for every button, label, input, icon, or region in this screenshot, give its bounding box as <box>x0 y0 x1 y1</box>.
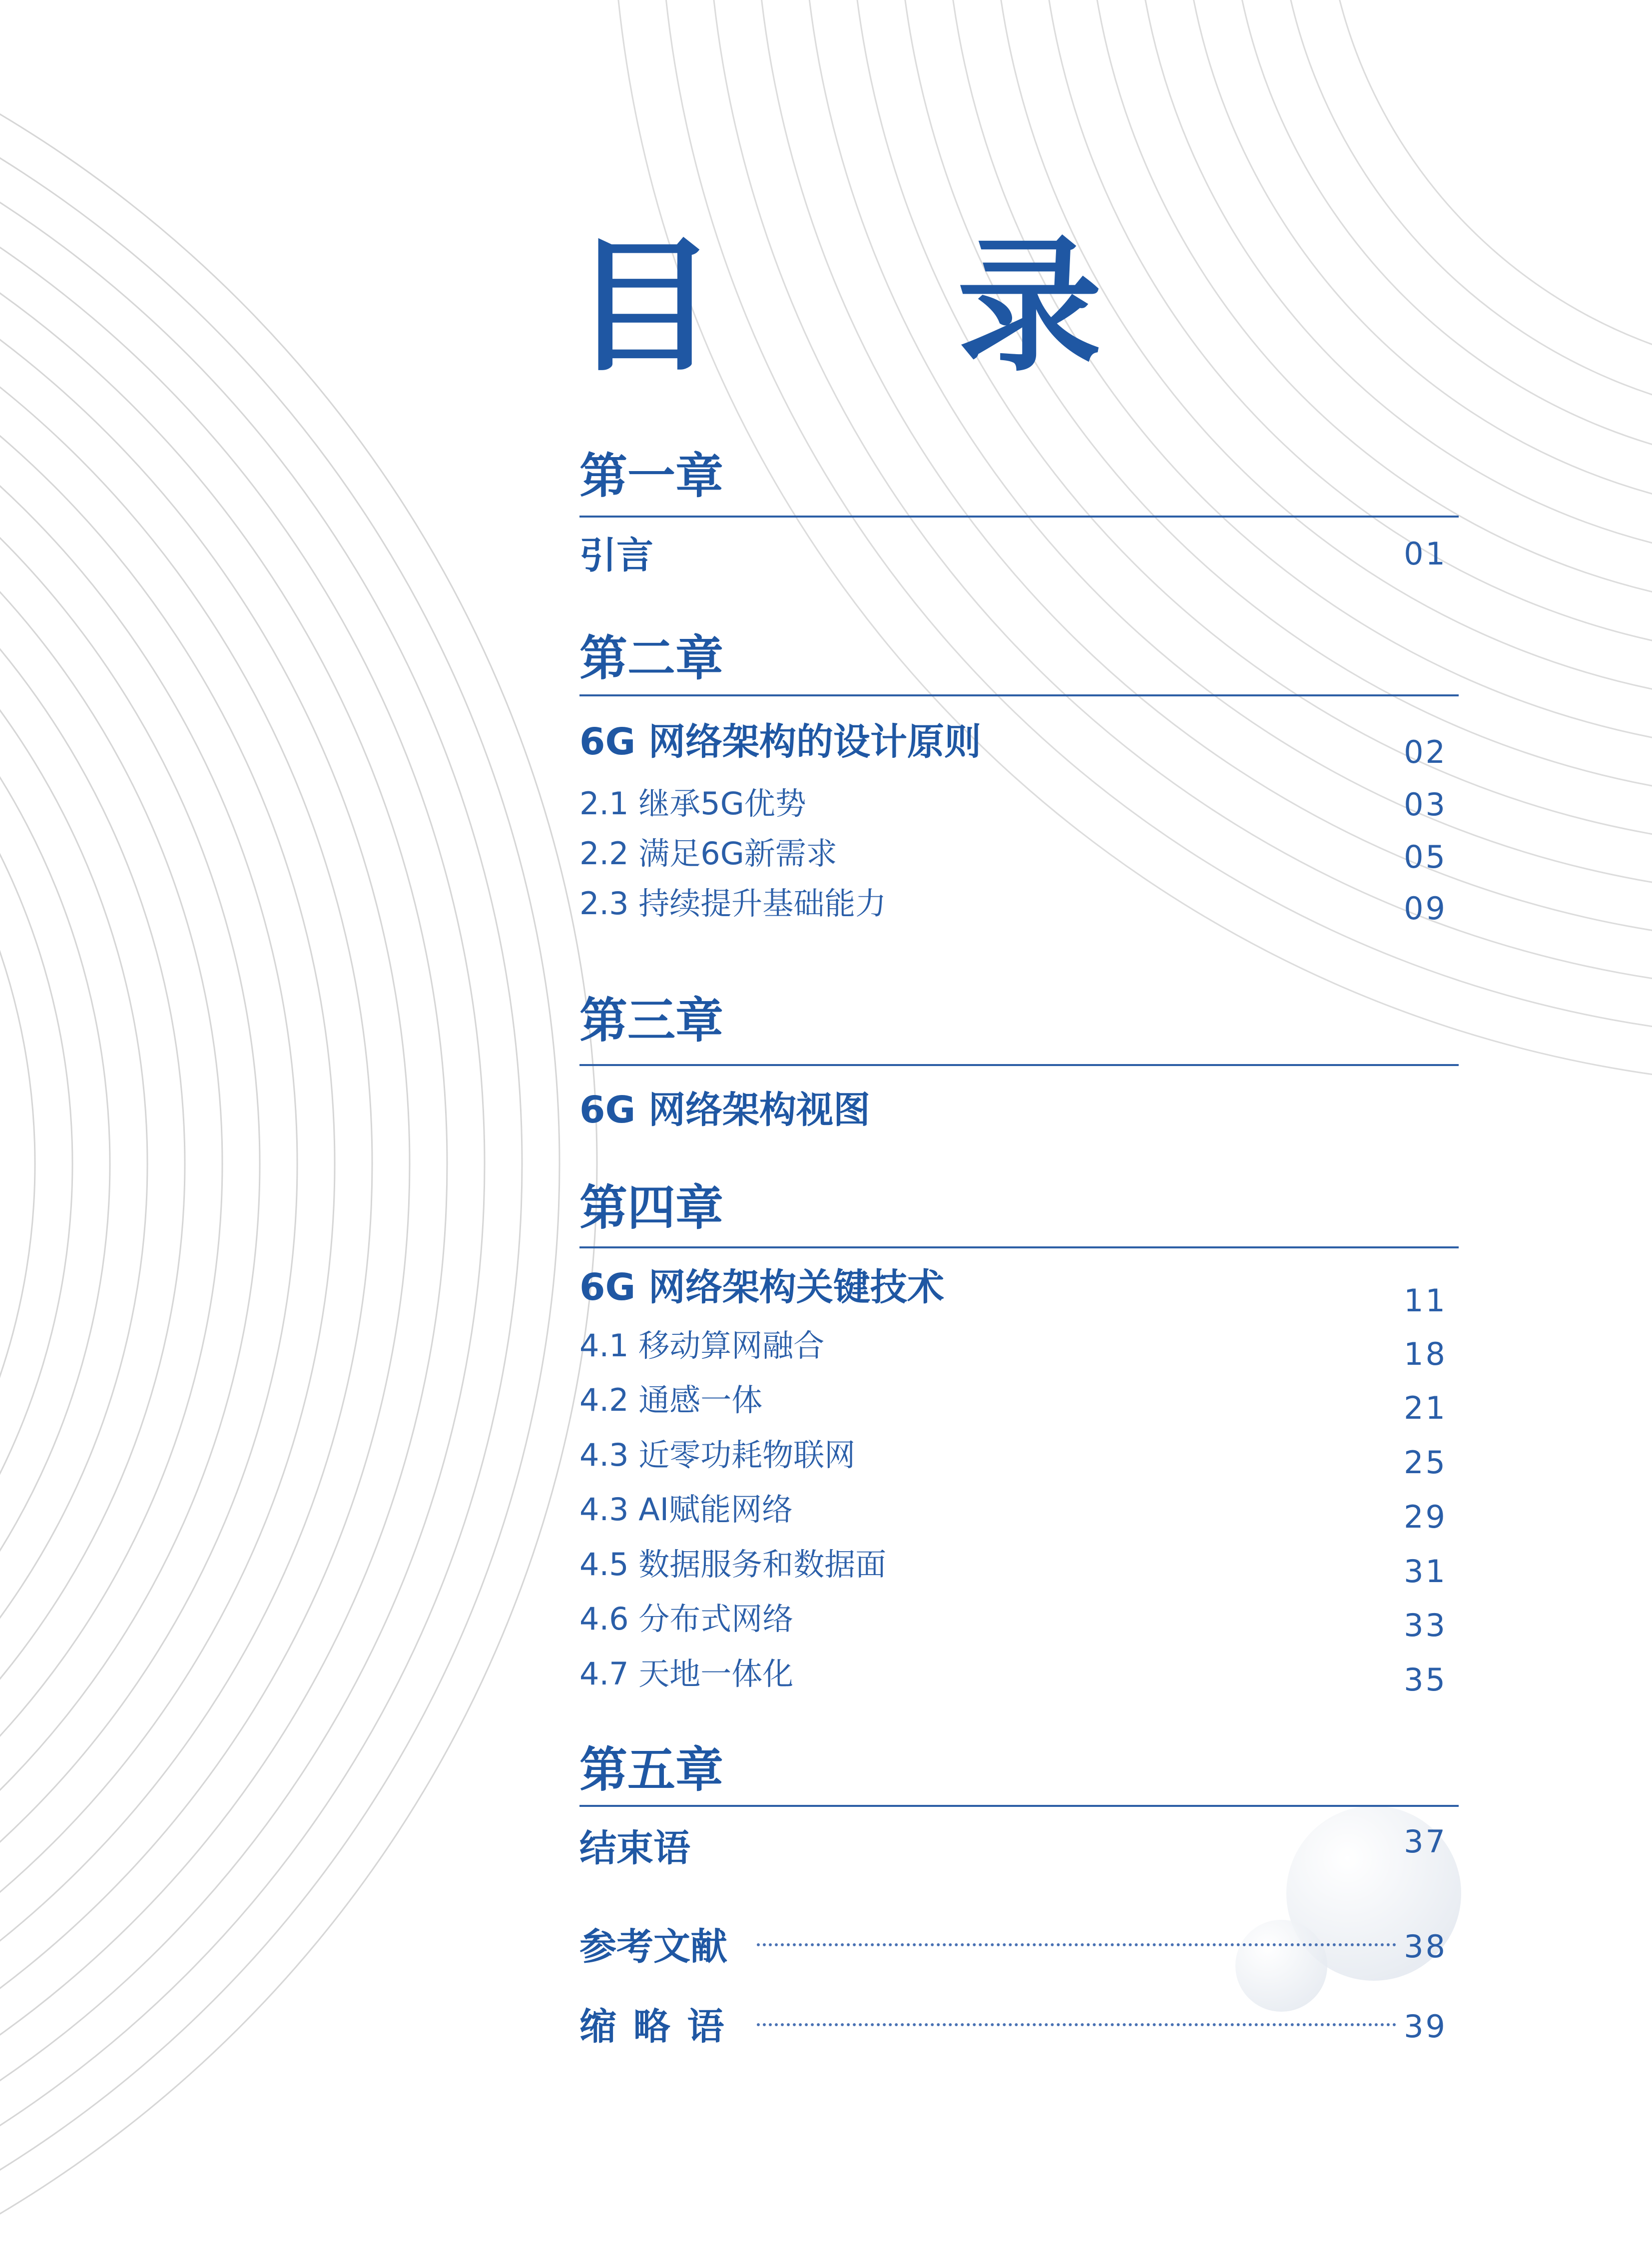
chapter-3-section-title[interactable]: 6G 网络架构视图 <box>579 1089 870 1131</box>
toc-subsection-4-4[interactable]: 4.3 AI赋能网络 <box>579 1491 793 1528</box>
toc-subsection-4-7-page: 35 <box>1404 1662 1447 1698</box>
page-title: 目 录 <box>572 223 1197 391</box>
toc-subsection-2-1-page: 03 <box>1404 786 1447 823</box>
chapter-4-rule <box>579 1246 1459 1248</box>
toc-subsection-4-5[interactable]: 4.5 数据服务和数据面 <box>579 1546 887 1583</box>
toc-references[interactable]: 参考文献 <box>579 1925 727 1968</box>
decor-arc-left <box>0 467 72 1861</box>
chapter-4-section-title[interactable]: 6G 网络架构关键技术 <box>579 1266 944 1309</box>
toc-subsection-4-2[interactable]: 4.2 通感一体 <box>579 1382 763 1418</box>
toc-subsection-2-1[interactable]: 2.1 继承5G优势 <box>579 785 806 822</box>
chapter-3-heading: 第三章 <box>579 993 723 1049</box>
decor-arc-left <box>0 0 559 2242</box>
toc-references-leader <box>757 1943 1396 1946</box>
decor-arc-right <box>707 0 1652 992</box>
decor-arc-left <box>0 355 185 1973</box>
toc-subsection-4-1[interactable]: 4.1 移动算网融合 <box>579 1327 825 1364</box>
decor-arc-right <box>659 0 1652 1039</box>
toc-subsection-4-4-page: 29 <box>1404 1499 1447 1535</box>
chapter-1-section-page: 01 <box>1404 536 1447 572</box>
chapter-2-rule <box>579 694 1459 696</box>
decor-arc-left <box>0 392 147 1936</box>
chapter-1-section-title[interactable]: 引言 <box>579 534 653 577</box>
decor-arc-left <box>0 167 372 2161</box>
toc-subsection-2-3[interactable]: 2.3 持续提升基础能力 <box>579 885 887 922</box>
chapter-2-section-page: 02 <box>1404 734 1447 770</box>
decor-arc-right <box>612 0 1652 1087</box>
toc-subsection-4-3[interactable]: 4.3 近零功耗物联网 <box>579 1437 856 1473</box>
decor-arc-left <box>0 242 297 2086</box>
chapter-3-rule <box>579 1064 1459 1066</box>
toc-subsection-4-3-page: 25 <box>1404 1444 1447 1481</box>
chapter-1-heading: 第一章 <box>579 448 723 504</box>
chapter-2-section-title[interactable]: 6G 网络架构的设计原则 <box>579 720 981 763</box>
decor-arc-left <box>0 430 110 1898</box>
toc-references-page: 38 <box>1404 1928 1447 1965</box>
decor-arc-left <box>0 17 522 2242</box>
chapter-5-rule <box>579 1805 1459 1807</box>
decor-arc-right <box>1134 0 1652 564</box>
chapter-2-heading: 第二章 <box>579 630 723 686</box>
toc-subsection-4-2-page: 21 <box>1404 1390 1447 1426</box>
decor-arc-right <box>1181 0 1652 517</box>
toc-subsection-4-5-page: 31 <box>1404 1553 1447 1590</box>
decor-circle-small <box>1235 1920 1327 2012</box>
toc-subsection-2-2[interactable]: 2.2 满足6G新需求 <box>579 835 837 872</box>
toc-subsection-2-2-page: 05 <box>1404 839 1447 875</box>
chapter-5-section-page: 37 <box>1404 1823 1447 1860</box>
chapter-5-section-title[interactable]: 结束语 <box>579 1827 690 1870</box>
decor-arc-left <box>0 505 35 1823</box>
toc-subsection-4-6[interactable]: 4.6 分布式网络 <box>579 1601 794 1637</box>
chapter-5-heading: 第五章 <box>579 1742 723 1798</box>
chapter-1-rule <box>579 516 1459 518</box>
decor-arc-left <box>0 205 335 2123</box>
toc-abbreviations-page: 39 <box>1404 2008 1447 2045</box>
toc-subsection-2-3-page: 09 <box>1404 890 1447 927</box>
chapter-4-heading: 第四章 <box>579 1180 723 1236</box>
toc-subsection-4-6-page: 33 <box>1404 1607 1447 1644</box>
decor-arc-left <box>0 317 222 2011</box>
toc-subsection-4-1-page: 18 <box>1404 1336 1447 1372</box>
decor-arc-right <box>754 0 1652 944</box>
chapter-4-section-page: 11 <box>1404 1282 1447 1319</box>
toc-subsection-4-7[interactable]: 4.7 天地一体化 <box>579 1656 794 1692</box>
decor-arc-right <box>1324 0 1652 375</box>
toc-abbreviations-leader <box>757 2023 1396 2026</box>
toc-abbreviations[interactable]: 缩 略 语 <box>579 2005 726 2048</box>
decor-arc-right <box>897 0 1652 802</box>
decor-arc-left <box>0 92 447 2236</box>
decor-arc-left <box>0 280 260 2048</box>
